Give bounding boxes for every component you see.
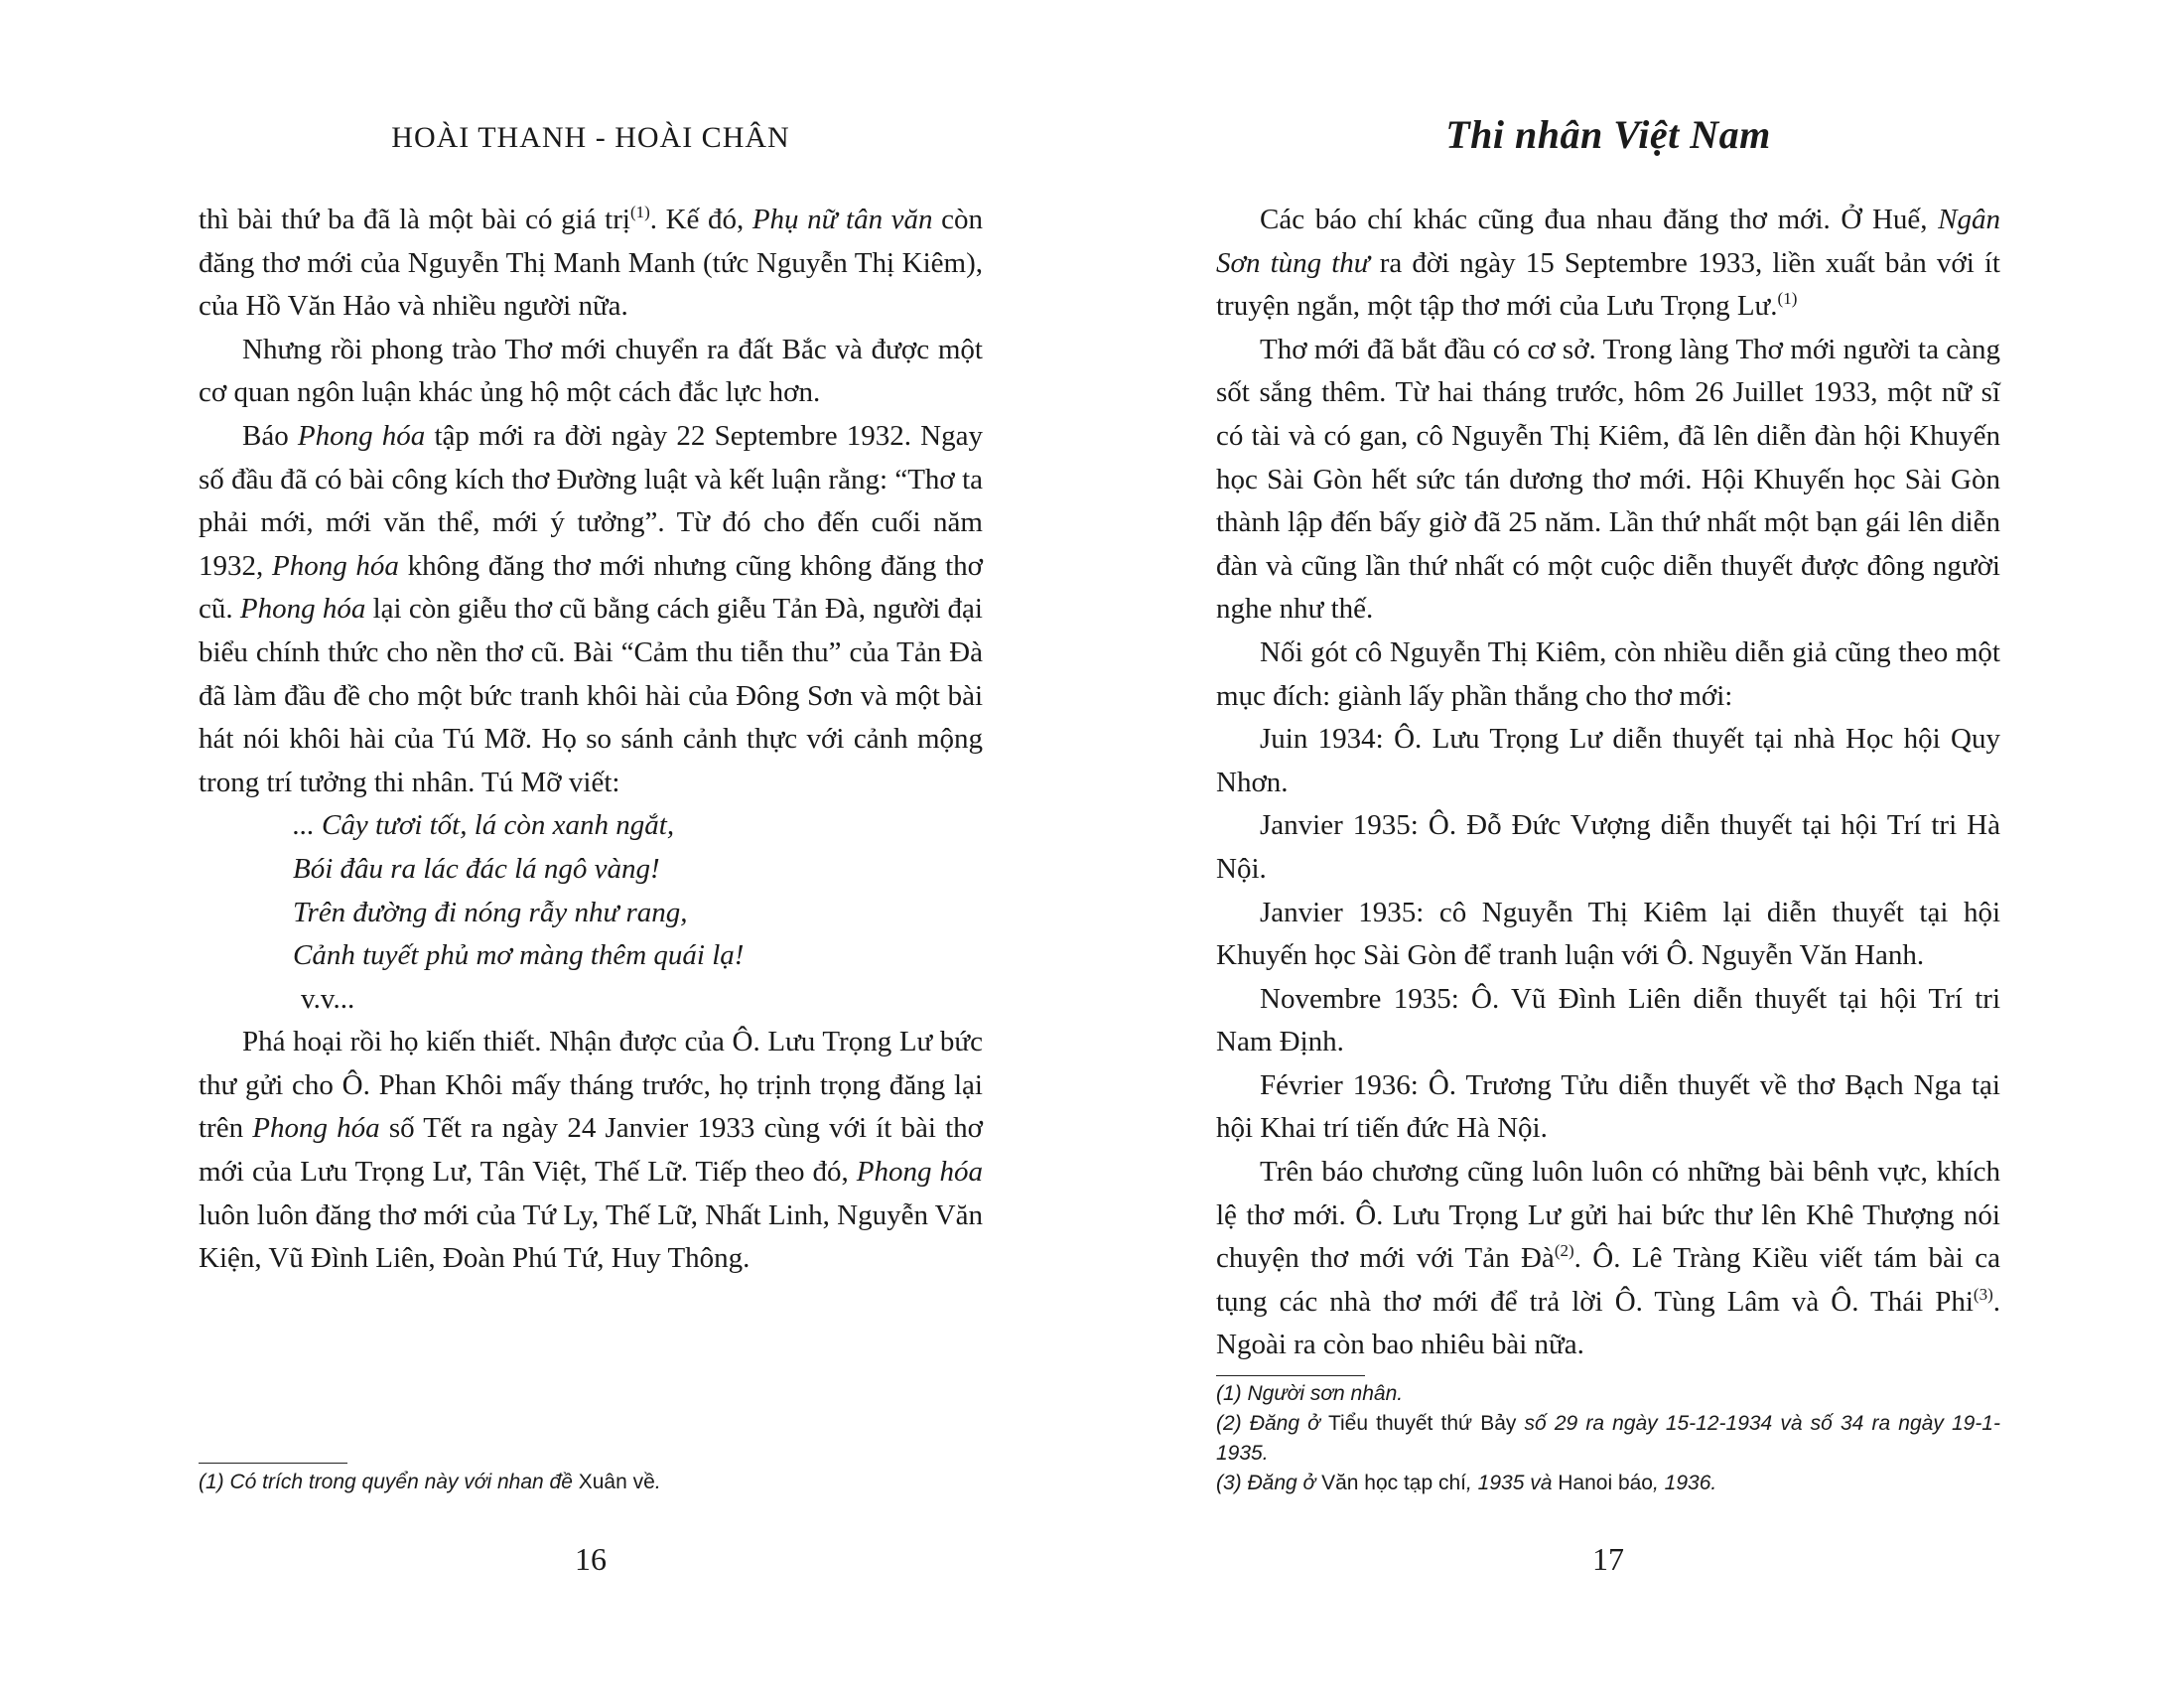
- paragraph: Février 1936: Ô. Trương Tửu diễn thuyết về thơ Bạch Nga tại hội Khai trí tiến đức Hà Nội.: [1216, 1068, 2000, 1145]
- text: luôn luôn đăng thơ mới của Tứ Ly, Thế Lữ, Nhất Linh, Nguyễn Văn Kiện, Vũ Đình Liên, Đoàn Phú Tứ, Huy Thông.: [199, 1198, 983, 1275]
- text: Xuân về: [578, 1471, 655, 1493]
- footnote-rule: [1216, 1375, 1365, 1376]
- right-body-text: [1216, 199, 2000, 1367]
- poem-excerpt: [199, 804, 983, 1021]
- footnote: (1) Người sơn nhân.: [1216, 1382, 1404, 1405]
- running-head-right: Thi nhân Việt Nam: [1445, 112, 1771, 157]
- right-footnotes: [1216, 1379, 2000, 1498]
- text: (1) Có trích trong quyển này với nhan đề: [199, 1471, 579, 1493]
- paragraph: Nhưng rồi phong trào Thơ mới chuyển ra đất Bắc và được một cơ quan ngôn luận khác ủng hộ một cách đắc lực hơn.: [199, 333, 983, 409]
- paragraph: Thơ mới đã bắt đầu có cơ sở. Trong làng Thơ mới người ta càng sốt sắng thêm. Từ hai tháng trước, hôm 26 Juillet 1933, một nữ sĩ có tài và có gan, cô Nguyễn Thị Kiêm, đã lên diễn đàn hội Khuyến học Sài Gòn hết sức tán dương thơ mới. Hội Khuyến học Sài Gòn thành lập đến bấy giờ đã 25 năm. Lần thứ nhất một bạn gái lên diễn đàn và cũng lần thứ nhất có một cuộc diễn thuyết được đông người nghe như thế.: [1216, 333, 2000, 626]
- footnote-ref: (1): [629, 203, 650, 221]
- paragraph: Novembre 1935: Ô. Vũ Đình Liên diễn thuyết tại hội Trí tri Nam Định.: [1216, 982, 2000, 1058]
- paragraph: Janvier 1935: Ô. Đỗ Đức Vượng diễn thuyết tại hội Trí tri Hà Nội.: [1216, 809, 2000, 885]
- text: số Tết ra ngày 24 Janvier 1933 cùng với ít bài thơ mới của Lưu Trọng Lư, Tân Việt, Thế Lữ. Tiếp theo đó,: [199, 1112, 983, 1189]
- verse-line: Cảnh tuyết phủ mơ màng thêm quái lạ!: [293, 939, 745, 972]
- text: (2) Đăng ở: [1216, 1412, 1328, 1435]
- left-page: [199, 0, 983, 1688]
- text: . Ngoài ra còn bao nhiêu bài nữa.: [1216, 1285, 2000, 1361]
- text: lại còn giễu thơ cũ bằng cách giễu Tản Đà, người đại biểu chính thức cho nền thơ cũ. Bài “Cảm thu tiễn thu” của Tản Đà đã làm đầu đề cho một bức tranh khôi hài của Đông Sơn và một bài hát nói khôi hài của Tú Mỡ. Họ so sánh cảnh thực với cảnh mộng trong trí tưởng thi nhân. Tú Mỡ viết:: [199, 593, 983, 798]
- text: . Kế đó,: [649, 204, 752, 235]
- verse-line: Trên đường đi nóng rẫy như rang,: [293, 896, 688, 928]
- running-head-left: HOÀI THANH - HOÀI CHÂN: [391, 121, 790, 154]
- left-footnotes: [199, 1468, 983, 1497]
- footnote-ref: (3): [1973, 1284, 1993, 1304]
- page-number-right: 17: [1592, 1541, 1624, 1577]
- text: thì bài thứ ba đã là một bài có giá trị: [199, 204, 630, 235]
- text: . Ô. Lê Tràng Kiều viết tám bài ca tụng các nhà thơ mới để trả lời Ô. Tùng Lâm và Ô. Thái Phi: [1216, 1242, 2000, 1318]
- text: Báo: [242, 419, 298, 452]
- italic-title: Phong hóa: [271, 549, 399, 582]
- footnote: [199, 1468, 983, 1497]
- text: không đăng thơ mới nhưng cũng không đăng thơ cũ.: [199, 549, 983, 626]
- text: tập mới ra đời ngày 22 Septembre 1932. Ngay số đầu đã có bài công kích thơ Đường luật và kết luận rằng: “Thơ ta phải mới, mới văn thể, mới ý tưởng”. Từ đó cho đến cuối năm 1932,: [199, 419, 984, 582]
- verse-etc: v.v...: [301, 982, 355, 1015]
- text: , 1936.: [1653, 1472, 1717, 1494]
- page-number-left: 16: [575, 1541, 607, 1577]
- italic-title: Phong hóa: [239, 593, 366, 626]
- text: , 1935 và: [1466, 1472, 1559, 1494]
- italic-title: Ngân Sơn tùng thư: [1216, 204, 2000, 279]
- paragraph: [1216, 199, 2000, 329]
- footnote: [1216, 1469, 2000, 1498]
- paragraph: [199, 415, 983, 804]
- text: Các báo chí khác cũng đua nhau đăng thơ mới. Ở Huế,: [1260, 204, 1939, 235]
- italic-title: Phong hóa: [856, 1156, 983, 1189]
- footnote-ref: (2): [1554, 1241, 1574, 1261]
- paragraph: Janvier 1935: cô Nguyễn Thị Kiêm lại diễn thuyết tại hội Khuyến học Sài Gòn để tranh luận với Ô. Nguyễn Văn Hanh.: [1216, 896, 2000, 972]
- right-page: [1216, 0, 2000, 1688]
- paragraph: Juin 1934: Ô. Lưu Trọng Lư diễn thuyết tại nhà Học hội Quy Nhơn.: [1216, 723, 2000, 798]
- text: (3) Đăng ở: [1216, 1472, 1322, 1494]
- paragraph: [199, 199, 983, 329]
- text: Văn học tạp chí: [1321, 1472, 1467, 1494]
- paragraph: [199, 1021, 983, 1281]
- text: còn đăng thơ mới của Nguyễn Thị Manh Manh (tức Nguyễn Thị Kiêm), của Hồ Văn Hảo và nhiều người nữa.: [199, 204, 984, 323]
- footnote-rule: [199, 1463, 347, 1464]
- text: số 29 ra ngày 15-12-1934 và số 34 ra ngày 19-1-1935.: [1216, 1412, 2000, 1465]
- left-body-text: [199, 199, 983, 1281]
- verse-line: ... Cây tươi tốt, lá còn xanh ngắt,: [293, 809, 675, 842]
- italic-title: Phụ nữ tân văn: [751, 204, 933, 235]
- text: Phá hoại rồi họ kiến thiết. Nhận được của Ô. Lưu Trọng Lư bức thư gửi cho Ô. Phan Khôi mấy tháng trước, họ trịnh trọng đăng lại trên: [199, 1026, 983, 1145]
- footnote: [1216, 1409, 2000, 1469]
- verse-line: Bói đâu ra lác đác lá ngô vàng!: [293, 852, 660, 885]
- text: .: [654, 1471, 661, 1493]
- text: ra đời ngày 15 Septembre 1933, liền xuất bản với ít truyện ngắn, một tập thơ mới của Lưu Trọng Lư.: [1216, 246, 2000, 323]
- paragraph: Nối gót cô Nguyễn Thị Kiêm, còn nhiều diễn giả cũng theo một mục đích: giành lấy phần thắng cho thơ mới:: [1216, 635, 2000, 712]
- text: Hanoi báo: [1558, 1472, 1653, 1494]
- paragraph: [1216, 1151, 2000, 1367]
- italic-title: Phong hóa: [297, 419, 426, 452]
- footnote-ref: (1): [1777, 289, 1798, 309]
- text: Tiểu thuyết thứ Bảy: [1327, 1412, 1517, 1435]
- text: Trên báo chương cũng luôn luôn có những bài bênh vực, khích lệ thơ mới. Ô. Lưu Trọng Lư gửi hai bức thư lên Khê Thượng nói chuyện thơ mới với Tản Đà: [1216, 1156, 2000, 1275]
- italic-title: Phong hóa: [252, 1112, 380, 1145]
